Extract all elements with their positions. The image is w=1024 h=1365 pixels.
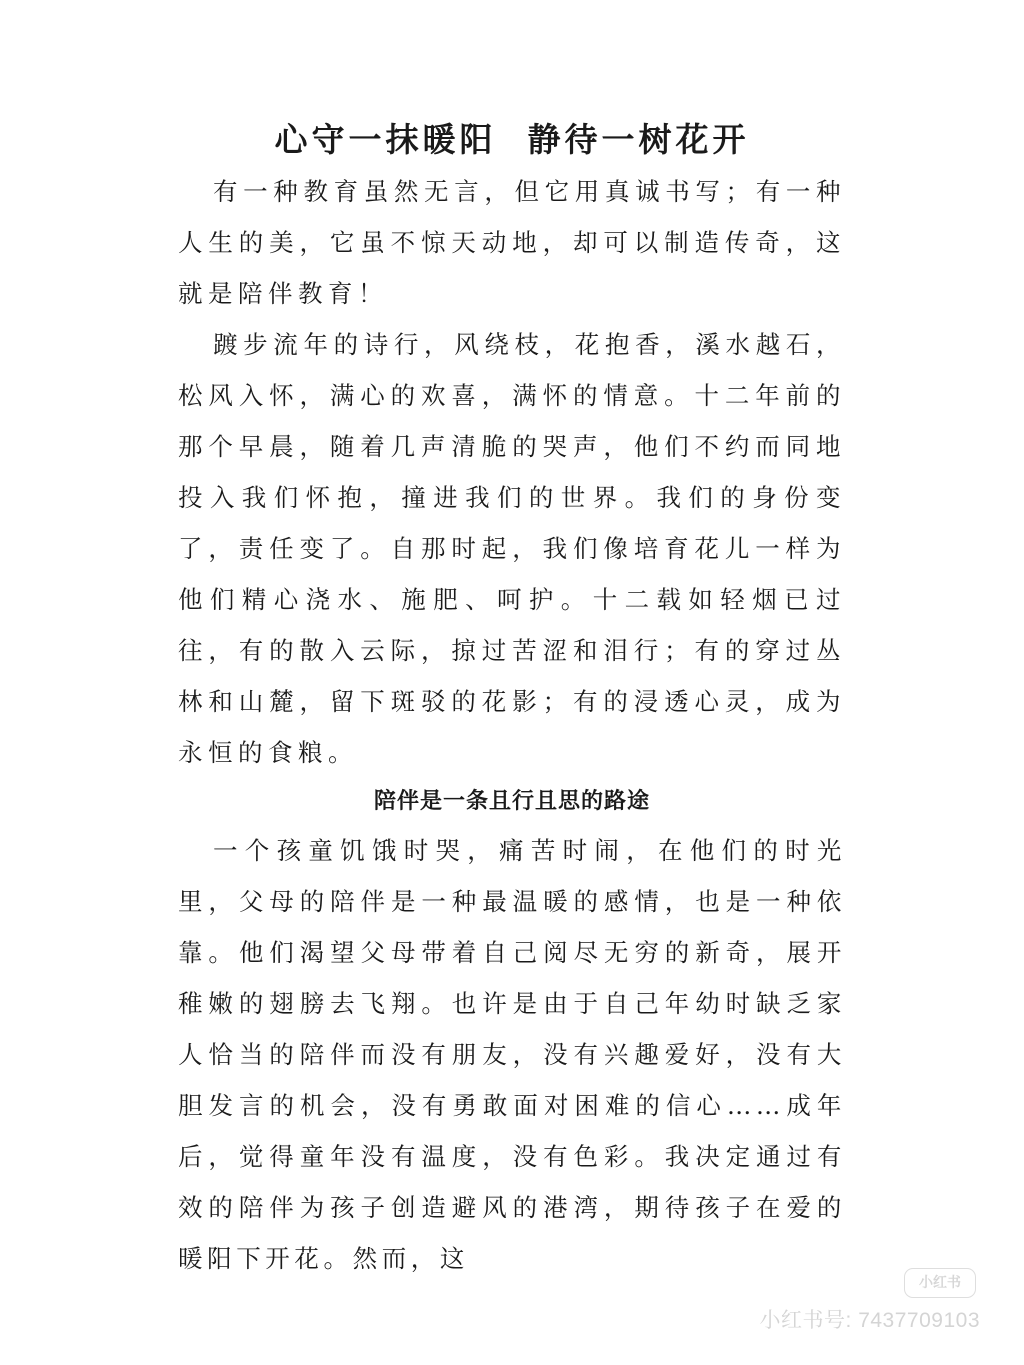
xiaohongshu-logo-watermark: 小红书 [904, 1268, 976, 1298]
section-heading: 陪伴是一条且行且思的路途 [373, 788, 650, 814]
intro-paragraph: 有一种教育虽然无言，但它用真诚书写；有一种人生的美，它虽不惊天动地，却可以制造传奇，这就是陪伴教育！ [178, 177, 846, 308]
section-paragraph: 一个孩童饥饿时哭，痛苦时闹，在他们的时光里，父母的陪伴是一种最温暖的感情，也是一种依靠。他们渴望父母带着自己阅尽无穷的新奇，展开稚嫩的翅膀去飞翔。也许是由于自己年幼时缺乏家人恰当的陪伴而没有朋友，没有兴趣爱好，没有大胆发言的机会，没有勇敢面对困难的信心……成年后，觉得童年没有温度，没有色彩。我决定通过有效的陪伴为孩子创造避风的港湾，期待孩子在爱的暖阳下开花。然而，这 [178, 836, 846, 1273]
body-paragraph: 踱步流年的诗行，风绕枝，花抱香，溪水越石，松风入怀，满心的欢喜，满怀的情意。十二年前的那个早晨，随着几声清脆的哭声，他们不约而同地投入我们怀抱，撞进我们的世界。我们的身份变了，责任变了。自那时起，我们像培育花儿一样为他们精心浇水、施肥、呵护。十二载如轻烟已过往，有的散入云际，掠过苦涩和泪行；有的穿过丛林和山麓，留下斑驳的花影；有的浸透心灵，成为永恒的食粮。 [178, 330, 846, 767]
document-title: 心守一抹暖阳 静待一树花开 [274, 120, 750, 159]
watermark-id: 小红书号: 7437709103 [759, 1309, 980, 1332]
